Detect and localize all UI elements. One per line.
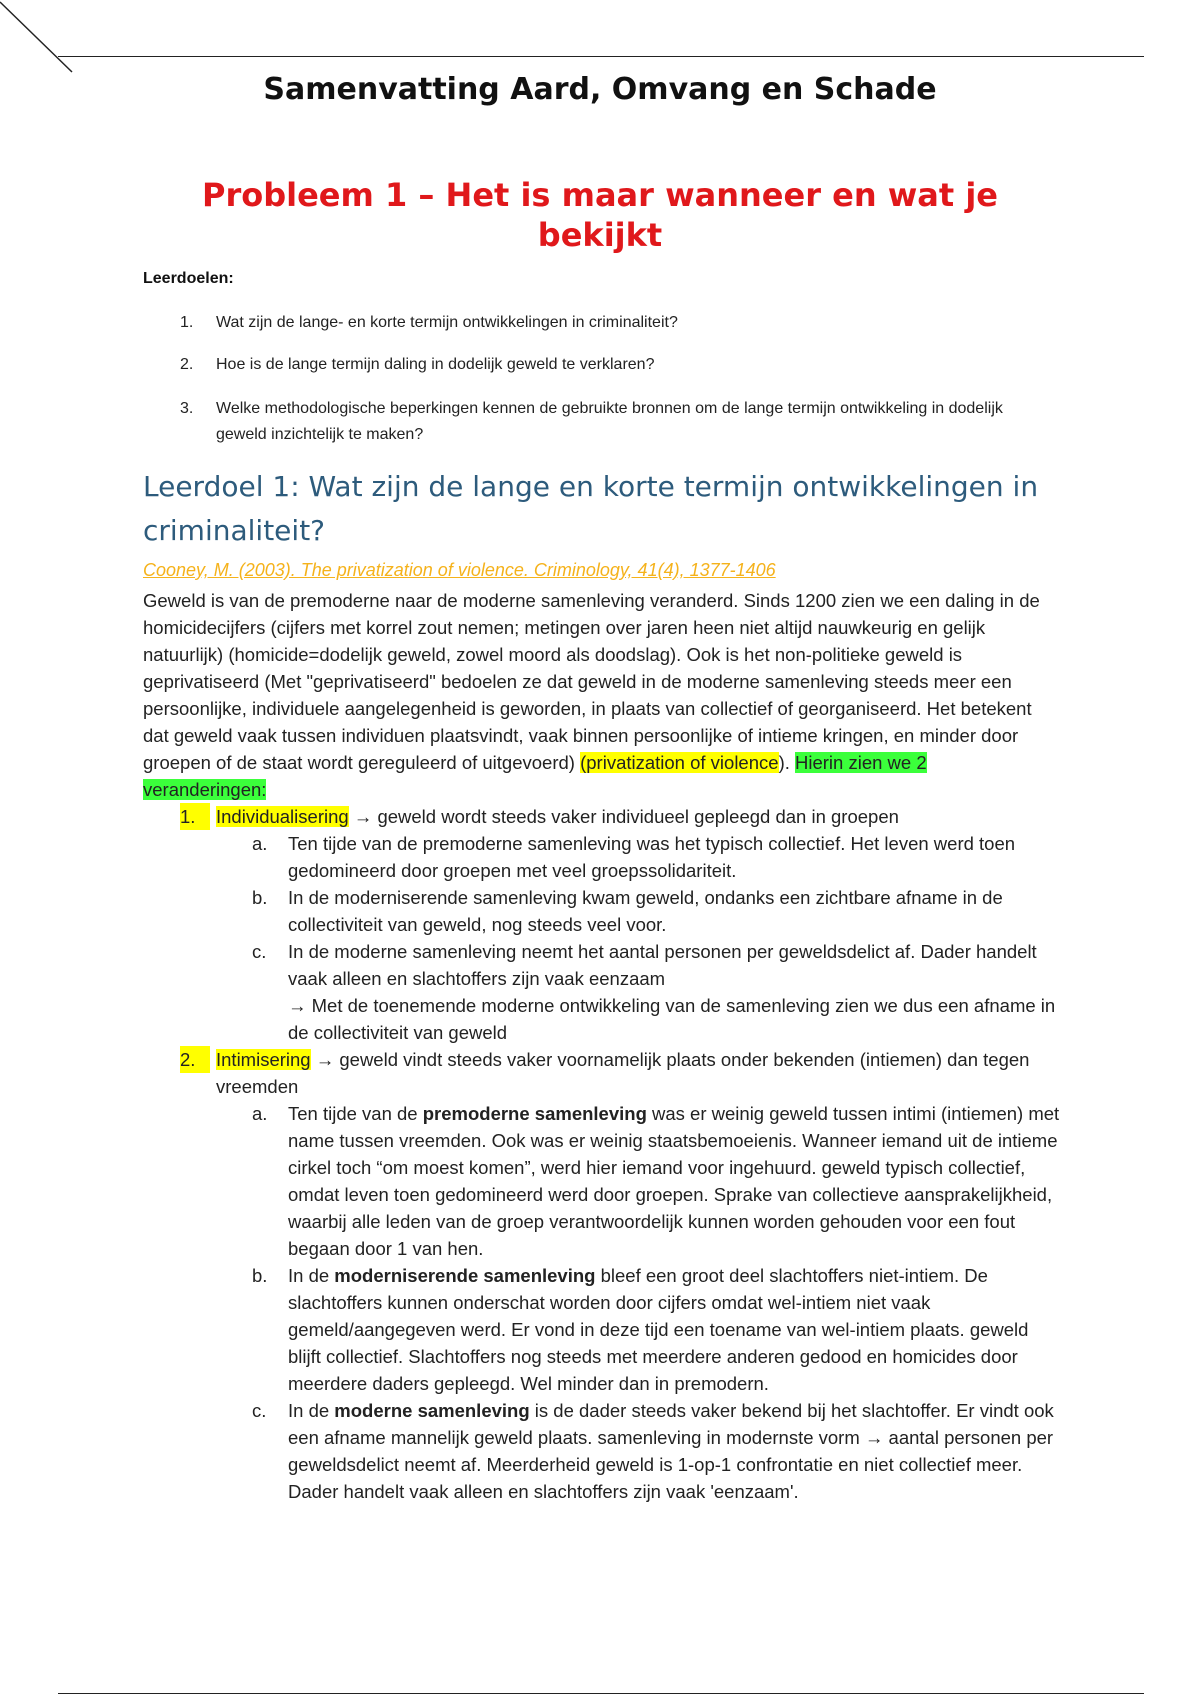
sub-marker: c. bbox=[252, 1400, 267, 1421]
paragraph-text-close: ). bbox=[778, 752, 796, 773]
paragraph-text: Geweld is van de premoderne naar de moderne samenleving veranderd. Sinds 1200 zien we een daling in de homicidecijfers (cijfers met korrel zout nemen; metingen over jaren heen niet altijd nauwkeurig en gelijk natuurlijk) (homicide=dodelijk geweld, zowel moord als doodslag). Ook is het non-politieke geweld is geprivatiseerd (Met "geprivatiseerd" bedoelen ze dat geweld in de moderne samenleving steeds meer een persoonlijke, individuele aangelegenheid is geworden, in plaats van collectief of georganiseerd. Het betekent dat geweld vaak tussen individuen plaatsvindt, vaak binnen persoonlijke of intieme kringen, en minder door groepen of de staat wordt gereguleerd of uitgevoerd) bbox=[143, 590, 1040, 773]
sub-bold-term: moderne samenleving bbox=[334, 1400, 530, 1421]
list-item-text: → geweld wordt steeds vaker individueel gepleegd dan in groepen bbox=[348, 806, 899, 827]
list-item-text: → geweld vindt steeds vaker voornamelijk plaats onder bekenden (intiemen) dan tegen vreemden bbox=[216, 1049, 1030, 1097]
sub-bold-term: premoderne samenleving bbox=[422, 1103, 647, 1124]
header-rule bbox=[58, 56, 1144, 57]
leerdoel-text: Welke methodologische beperkingen kennen de gebruikte bronnen om de lange termijn ontwikkeling in dodelijk geweld inzichtelijk te maken? bbox=[216, 400, 1003, 443]
sub-marker: b. bbox=[252, 887, 268, 908]
term-individualisering: Individualisering bbox=[216, 806, 349, 827]
list-number: 2. bbox=[180, 1046, 210, 1073]
highlight-privatization: (privatization of violence bbox=[580, 752, 779, 773]
sub-marker: a. bbox=[252, 1103, 268, 1124]
document-title: Samenvatting Aard, Omvang en Schade bbox=[263, 72, 937, 107]
sub-text: is de dader steeds vaker bekend bij het slachtoffer. Er vindt ook een afname mannelijk geweld plaats. samenleving in modernste vorm → aantal personen per geweldsdelict neemt af. Meerderheid geweld is 1-op-1 confrontatie en niet collectief meer. Dader handelt vaak alleen en slachtoffers zijn vaak 'eenzaam'. bbox=[288, 1400, 1054, 1502]
footer-rule bbox=[58, 1693, 1144, 1694]
sub-text: In de moderne samenleving neemt het aantal personen per geweldsdelict af. Dader handelt vaak alleen en slachtoffers zijn vaak eenzaam bbox=[288, 941, 1037, 989]
leerdoel-text: Hoe is de lange termijn daling in dodelijk geweld te verklaren? bbox=[216, 356, 655, 373]
intro-paragraph bbox=[143, 587, 1053, 803]
citation-link[interactable]: Cooney, M. (2003). The privatization of violence. Criminology, 41(4), 1377-1406 bbox=[143, 560, 776, 580]
sub-text: was er weinig geweld tussen intimi (intiemen) met name tussen vreemden. Ook was er weinig staatsbemoeienis. Wanneer iemand uit de intieme cirkel toch “om moest komen”, werd hier iemand voor ingehuurd. geweld typisch collectief, omdat leven toen gedomineerd werd door groepen. Sprake van collectieve aansprakelijkheid, waarbij alle leden van de groep verantwoordelijk kunnen worden gehouden voor een fout begaan door 1 van hen. bbox=[288, 1103, 1060, 1259]
sub-bold-term: moderniserende samenleving bbox=[334, 1265, 596, 1286]
sub-text: bleef een groot deel slachtoffers niet-intiem. De slachtoffers kunnen onderschat worden door cijfers omdat wel-intiem niet vaak gemeld/aangegeven werd. Er vond in deze tijd een toename van wel-intiem plaats. geweld blijft collectief. Slachtoffers nog steeds met meerdere anderen gedood en homicides door meerdere daders gepleegd. Wel minder dan in premodern. bbox=[288, 1265, 1029, 1394]
sub-text: In de bbox=[288, 1265, 335, 1286]
sub-conclusion: → Met de toenemende moderne ontwikkeling van de samenleving zien we dus een afname in de collectiviteit van geweld bbox=[288, 995, 1056, 1043]
section-heading: Leerdoel 1: Wat zijn de lange en korte termijn ontwikkelingen in criminaliteit? bbox=[143, 470, 1039, 547]
leerdoel-text: Wat zijn de lange- en korte termijn ontwikkelingen in criminaliteit? bbox=[216, 314, 678, 331]
sub-content bbox=[288, 1262, 1060, 1397]
leerdoelen-label: Leerdoelen: bbox=[143, 270, 234, 287]
problem-title: Probleem 1 – Het is maar wanneer en wat je bekijkt bbox=[202, 176, 998, 254]
list-item-content bbox=[216, 1046, 1056, 1100]
list-number: 2. bbox=[180, 356, 194, 373]
highlight-veranderingen: Hierin zien we 2 veranderingen: bbox=[143, 752, 927, 800]
list-number: 1. bbox=[180, 803, 210, 830]
list-number: 3. bbox=[180, 400, 194, 417]
sub-text: In de bbox=[288, 1400, 335, 1421]
sub-marker: b. bbox=[252, 1265, 268, 1286]
sub-content bbox=[288, 938, 1060, 1046]
list-number: 1. bbox=[180, 314, 194, 331]
term-intimisering: Intimisering bbox=[216, 1049, 311, 1070]
sub-text: Ten tijde van de bbox=[288, 1103, 423, 1124]
list-item-content bbox=[216, 803, 1056, 830]
sub-marker: a. bbox=[252, 833, 268, 854]
sub-marker: c. bbox=[252, 941, 267, 962]
sub-content bbox=[288, 1100, 1060, 1262]
sub-text: Ten tijde van de premoderne samenleving was het typisch collectief. Het leven werd toen gedomineerd door groepen met veel groepssolidariteit. bbox=[288, 833, 1016, 881]
sub-content bbox=[288, 1397, 1060, 1505]
sub-text: In de moderniserende samenleving kwam geweld, ondanks een zichtbare afname in de collectiviteit van geweld, nog steeds veel voor. bbox=[288, 887, 1003, 935]
